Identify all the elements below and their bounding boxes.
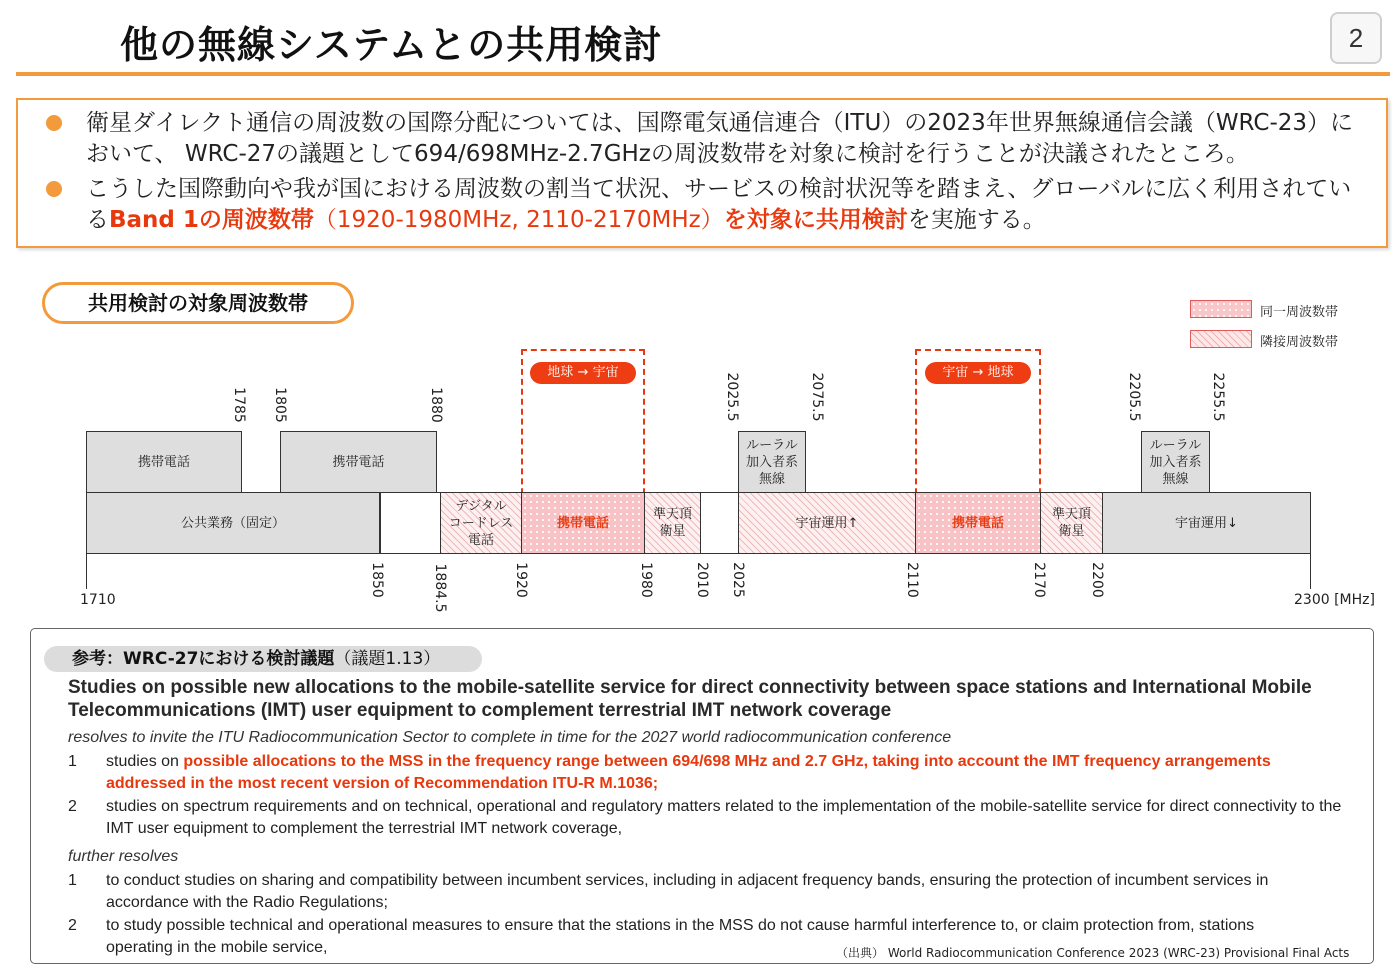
reference-resolves: resolves to invite the ITU Radiocommunication Sector to complete in time for the 2027 world radiocommunication conference: [68, 729, 952, 746]
reference-item-1: [68, 751, 1348, 795]
axis-end-label: [1294, 592, 1375, 608]
freq-label-lower: 1850: [369, 562, 385, 598]
axis-tick-start: [86, 553, 87, 589]
direction-up-pill: 地球 → 宇宙: [530, 362, 636, 384]
freq-label-upper: 1880: [428, 387, 444, 423]
band-qzss-1980: 準天頂 衛星: [644, 492, 701, 554]
reference-further-resolves: further resolves: [68, 848, 179, 865]
freq-label-lower: 1980: [638, 562, 654, 598]
band-dect: デジタル コードレス 電話: [440, 492, 522, 554]
item-1-highlight: possible allocations to the MSS in the frequency range between 694/698 MHz and 2.7 GHz, taking into account the IMT frequency arrangements addressed in the most recent version of Recommendation ITU-R M.1036: [106, 753, 1271, 792]
band-mobile-uplink: 携帯電話: [521, 492, 645, 554]
freq-label-lower: 2010: [694, 562, 710, 598]
bullet-2-range: （1920-1980MHz, 2110-2170MHz）: [313, 207, 724, 233]
item-4-text: to study possible technical and operational measures to ensure that the stations in the MSS do not cause harmful interference to, or claim protection from, stations operating in the mobile service,: [106, 917, 1255, 956]
freq-label-upper: 2205.5: [1126, 372, 1142, 422]
legend-adjacent-swatch: [1190, 330, 1252, 348]
bullet-2-prefix: こうした国際動向や我が国における周波数の割当て状況、サービスの検討状況等を踏まえ、グローバルに広く利用されている: [86, 176, 1352, 233]
freq-label-upper: 2255.5: [1210, 372, 1226, 422]
band-gap-2010: [700, 492, 739, 554]
item-2-text: studies on spectrum requirements and on technical, operational and regulatory matters related to the implementation of the mobile-satellite service for direct connectivity to the IMT user equipment to complement the terrestrial IMT network coverage,: [106, 798, 1342, 837]
band-qzss-2170: 準天頂 衛星: [1040, 492, 1103, 554]
band-space-operation-up: 宇宙運用↑: [738, 492, 916, 554]
reference-tag-bold: 参考：WRC-27における検討議題: [72, 649, 335, 669]
title-underline: [16, 72, 1390, 76]
freq-label-upper: 1785: [231, 387, 247, 423]
axis-end-value: 2300: [1294, 592, 1330, 608]
summary-bullet-1: [42, 108, 1366, 170]
axis-unit: [MHz]: [1334, 592, 1375, 608]
page-number: 2: [1330, 12, 1382, 64]
reference-item-3: [68, 870, 1348, 914]
item-3-text: to conduct studies on sharing and compatibility between incumbent services, including in adjacent frequency bands, ensuring the protection of incumbent services in accordance with the Radio Regulations;: [106, 872, 1269, 911]
summary-bullet-2: [42, 174, 1366, 236]
source-citation: （出典） World Radiocommunication Conference 2023 (WRC-23) Provisional Final Acts: [836, 946, 1350, 960]
diagram-subheading: 共用検討の対象周波数帯: [42, 282, 354, 324]
axis-tick-end: [1310, 553, 1311, 589]
band-gap-1850: [380, 492, 441, 554]
bullet-2-suffix: を実施する。: [907, 207, 1046, 233]
bullet-dot-icon: [46, 115, 62, 131]
band-space-operation-down: 宇宙運用↓: [1102, 492, 1311, 554]
band-rural-2205: ルーラル 加入者系 無線: [1141, 431, 1210, 493]
freq-label-lower: 2110: [904, 562, 920, 598]
legend-same-label: 同一周波数帯: [1260, 305, 1339, 320]
band-mobile-downlink: 携帯電話: [915, 492, 1041, 554]
summary-box: [16, 98, 1388, 248]
bullet-1-text: 衛星ダイレクト通信の周波数の国際分配については、国際電気通信連合（ITU）の2023年世界無線通信会議（WRC-23）において、 WRC-27の議題として694/698MHz-2.7GHzの周波数帯を対象に検討を行うことが決議されたところ。: [86, 110, 1354, 167]
freq-label-upper: 2025.5: [724, 372, 740, 422]
legend-adjacent-label: 隣接周波数帯: [1260, 335, 1339, 350]
reference-heading: Studies on possible new allocations to the mobile-satellite service for direct connectivity between space stations and International Mobile Telecommunications (IMT) user equipment to complement terrestrial IMT network coverage: [68, 677, 1312, 721]
bullet-dot-icon: [46, 181, 62, 197]
direction-down-pill: 宇宙 → 地球: [925, 362, 1031, 384]
reference-tag-normal: （議題1.13）: [334, 649, 441, 669]
axis-start-label: 1710: [80, 592, 116, 608]
item-number: 2: [68, 917, 77, 934]
item-1-suffix: ;: [652, 775, 659, 792]
item-number: 2: [68, 798, 77, 815]
freq-label-upper: 2075.5: [809, 372, 825, 422]
item-number: 1: [68, 872, 77, 889]
page-title: 他の無線システムとの共用検討: [120, 23, 663, 67]
band-rural-2025: ルーラル 加入者系 無線: [738, 431, 806, 493]
reference-tag: [44, 646, 482, 672]
reference-item-2: [68, 796, 1348, 840]
band-mobile-1710-1785: 携帯電話: [86, 431, 242, 493]
item-1-prefix: studies on: [106, 753, 184, 770]
legend-same-swatch: [1190, 300, 1252, 318]
freq-label-lower: 1920: [513, 562, 529, 598]
freq-label-lower: 2025: [730, 562, 746, 598]
band-mobile-1805-1880: 携帯電話: [280, 431, 437, 493]
item-number: 1: [68, 753, 77, 770]
bullet-2-band: Band 1の周波数帯: [109, 207, 314, 233]
freq-label-upper: 1805: [272, 387, 288, 423]
freq-label-lower: 2200: [1089, 562, 1105, 598]
freq-label-lower: 1884.5: [432, 563, 448, 613]
freq-label-lower: 2170: [1031, 562, 1047, 598]
bullet-2-target: を対象に共用検討: [723, 207, 908, 233]
band-public-fixed: 公共業務（固定）: [86, 492, 380, 554]
